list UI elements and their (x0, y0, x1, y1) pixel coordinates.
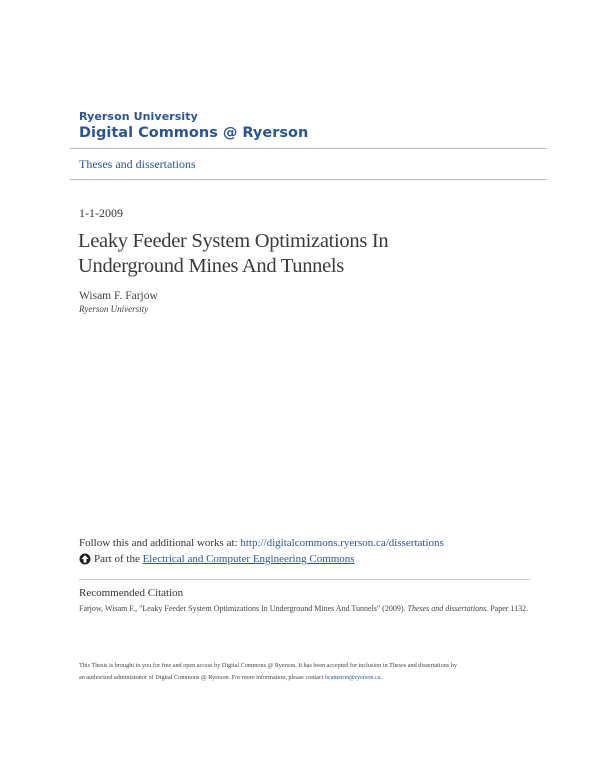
collection-link[interactable]: Theses and dissertations (79, 157, 196, 171)
citation-main: Farjow, Wisam F., "Leaky Feeder System Optimizations In Underground Mines And Tunnels" (2009). (79, 604, 408, 613)
citation-divider (79, 579, 530, 580)
part-of-line (79, 553, 355, 565)
notice-line-1: This Thesis is brought to you for free and open access by Digital Commons @ Ryerson. It has been accepted for inclusion in Theses and dissertations by (79, 662, 457, 669)
citation-series: Theses and dissertations. (407, 604, 489, 613)
citation-paper: Paper 1132. (488, 604, 529, 613)
author-name: Wisam F. Farjow (79, 290, 158, 302)
partof-prefix: Part of the (94, 553, 143, 565)
university-name[interactable]: Ryerson University (79, 110, 198, 123)
publication-date: 1-1-2009 (79, 206, 123, 220)
repository-name[interactable]: Digital Commons @ Ryerson (79, 125, 309, 141)
document-title (78, 229, 518, 279)
notice-line-2: an authorized administrator of Digital Commons @ Ryerson. For more information, please contact (79, 673, 325, 681)
follow-line (79, 537, 444, 549)
title-line-1: Leaky Feeder System Optimizations In (78, 230, 389, 252)
title-line-2: Underground Mines And Tunnels (78, 255, 344, 277)
author-affiliation: Ryerson University (79, 304, 149, 314)
institution-header (79, 110, 308, 141)
collection-divider (70, 179, 547, 180)
top-divider (70, 148, 547, 149)
access-notice (79, 660, 539, 683)
citation-heading: Recommended Citation (79, 587, 184, 599)
commons-logo-icon (79, 553, 91, 565)
citation-text (79, 603, 534, 614)
dissertations-url-link[interactable]: http://digitalcommons.ryerson.ca/dissertations (240, 537, 444, 549)
ece-commons-link[interactable]: Electrical and Computer Engineering Commons (142, 553, 355, 565)
notice-end: . (380, 673, 383, 681)
follow-prefix: Follow this and additional works at: (79, 537, 241, 549)
contact-email-link[interactable]: bcameron@ryerson.ca (324, 673, 381, 681)
